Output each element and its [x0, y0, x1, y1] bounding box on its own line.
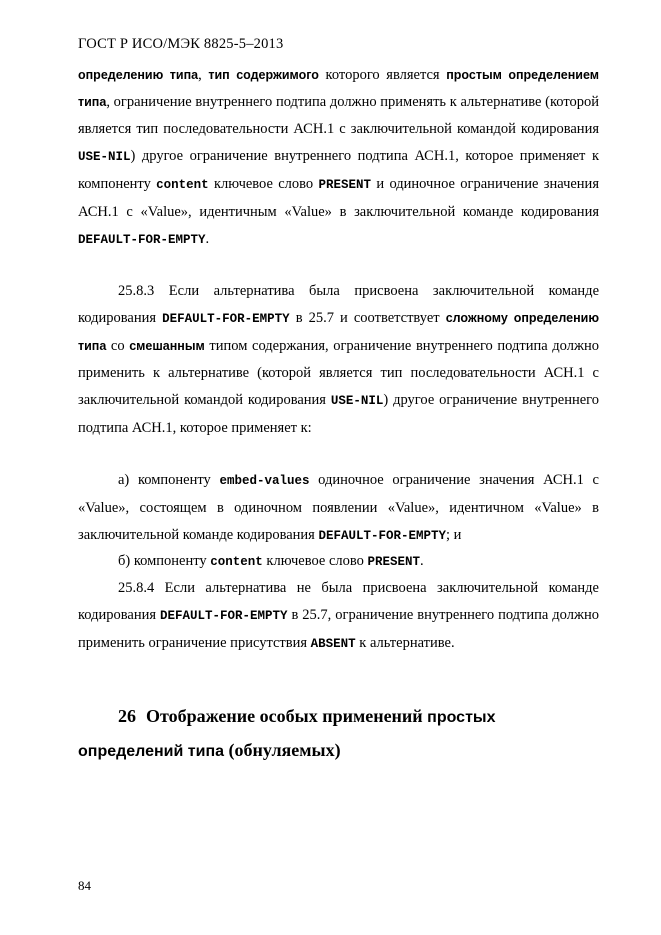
text: 25.8.3 Если альтернатива была присвоена заключительной команде кодирования: [78, 283, 599, 326]
code-keyword: ABSENT: [310, 637, 356, 651]
section-number: 26: [118, 706, 136, 726]
code-keyword: PRESENT: [318, 178, 372, 192]
term: тип содержимого: [208, 68, 319, 82]
list-item-b: [78, 548, 599, 575]
text: в 25.7, ограничение внутреннего подтипа должно применить ограничение присутствия: [78, 607, 599, 651]
text: б) компоненту: [118, 553, 211, 569]
text: ) другое ограничение внутреннего подтипа АСН.1, которое применяет к:: [78, 392, 599, 436]
text: со: [106, 338, 130, 354]
text: и одиночное ограничение значения АСН.1 с «Value», идентичным «Value» в заключительной команде кодирования: [78, 176, 599, 220]
text: одиночное ограничение значения АСН.1 с «Value», состоящем в одиночном появлении «Value», идентичном «Value» в заключительной команде кодирования: [78, 472, 599, 543]
text: в 25.7 и соответствует: [289, 310, 446, 326]
text: ключевое слово: [208, 176, 319, 192]
text: .: [420, 553, 424, 569]
text: ; и: [446, 527, 462, 543]
page-header: ГОСТ Р ИСО/МЭК 8825-5–2013: [78, 36, 284, 52]
section-title-part: (обнуляемых): [224, 740, 341, 760]
text: к альтернативе.: [355, 635, 455, 651]
paragraph-25-8-4: [78, 575, 599, 656]
code-keyword: USE-NIL: [78, 150, 131, 164]
code-keyword: DEFAULT-FOR-EMPTY: [78, 233, 206, 247]
text: ключевое слово: [262, 553, 368, 569]
section-heading: [78, 700, 599, 768]
code-keyword: DEFAULT-FOR-EMPTY: [160, 609, 288, 623]
code-keyword: embed-values: [219, 474, 310, 488]
list-item-a: [78, 467, 599, 548]
code-keyword: USE-NIL: [330, 394, 384, 408]
term: простым определением типа: [78, 68, 600, 109]
text: ) другое ограничение внутреннего подтипа АСН.1, которое применяет к компоненту: [78, 148, 599, 192]
section-title-term: простых определений типа: [78, 709, 496, 760]
code-keyword: PRESENT: [367, 555, 421, 569]
section-title-part: Отображение особых применений: [146, 706, 428, 726]
text: ,: [198, 67, 209, 83]
text: 25.8.4 Если альтернатива не была присвоена заключительной команде кодирования: [78, 580, 599, 623]
code-keyword: DEFAULT-FOR-EMPTY: [318, 529, 446, 543]
code-keyword: content: [210, 555, 263, 569]
term: смешанным: [129, 339, 205, 353]
paragraph-25-8-3: [78, 278, 599, 467]
code-keyword: content: [156, 178, 209, 192]
text: .: [205, 231, 210, 247]
text: а) компоненту: [118, 472, 220, 488]
document-body: [78, 62, 599, 656]
paragraph-continuation: [78, 62, 599, 278]
code-keyword: DEFAULT-FOR-EMPTY: [162, 312, 290, 326]
text: типом содержания, ограничение внутреннего подтипа должно применить к альтернативе (которой является тип последовательности АСН.1 с заключительной командой кодирования: [78, 338, 599, 408]
term: определению типа: [78, 68, 199, 82]
page-number: 84: [78, 878, 91, 893]
term: сложному определению типа: [78, 311, 600, 353]
text: которого является: [318, 67, 447, 83]
text: , ограничение внутреннего подтипа должно применять к альтернативе (которой является тип последовательности АСН.1 с заключительной командой кодирования: [78, 94, 599, 137]
